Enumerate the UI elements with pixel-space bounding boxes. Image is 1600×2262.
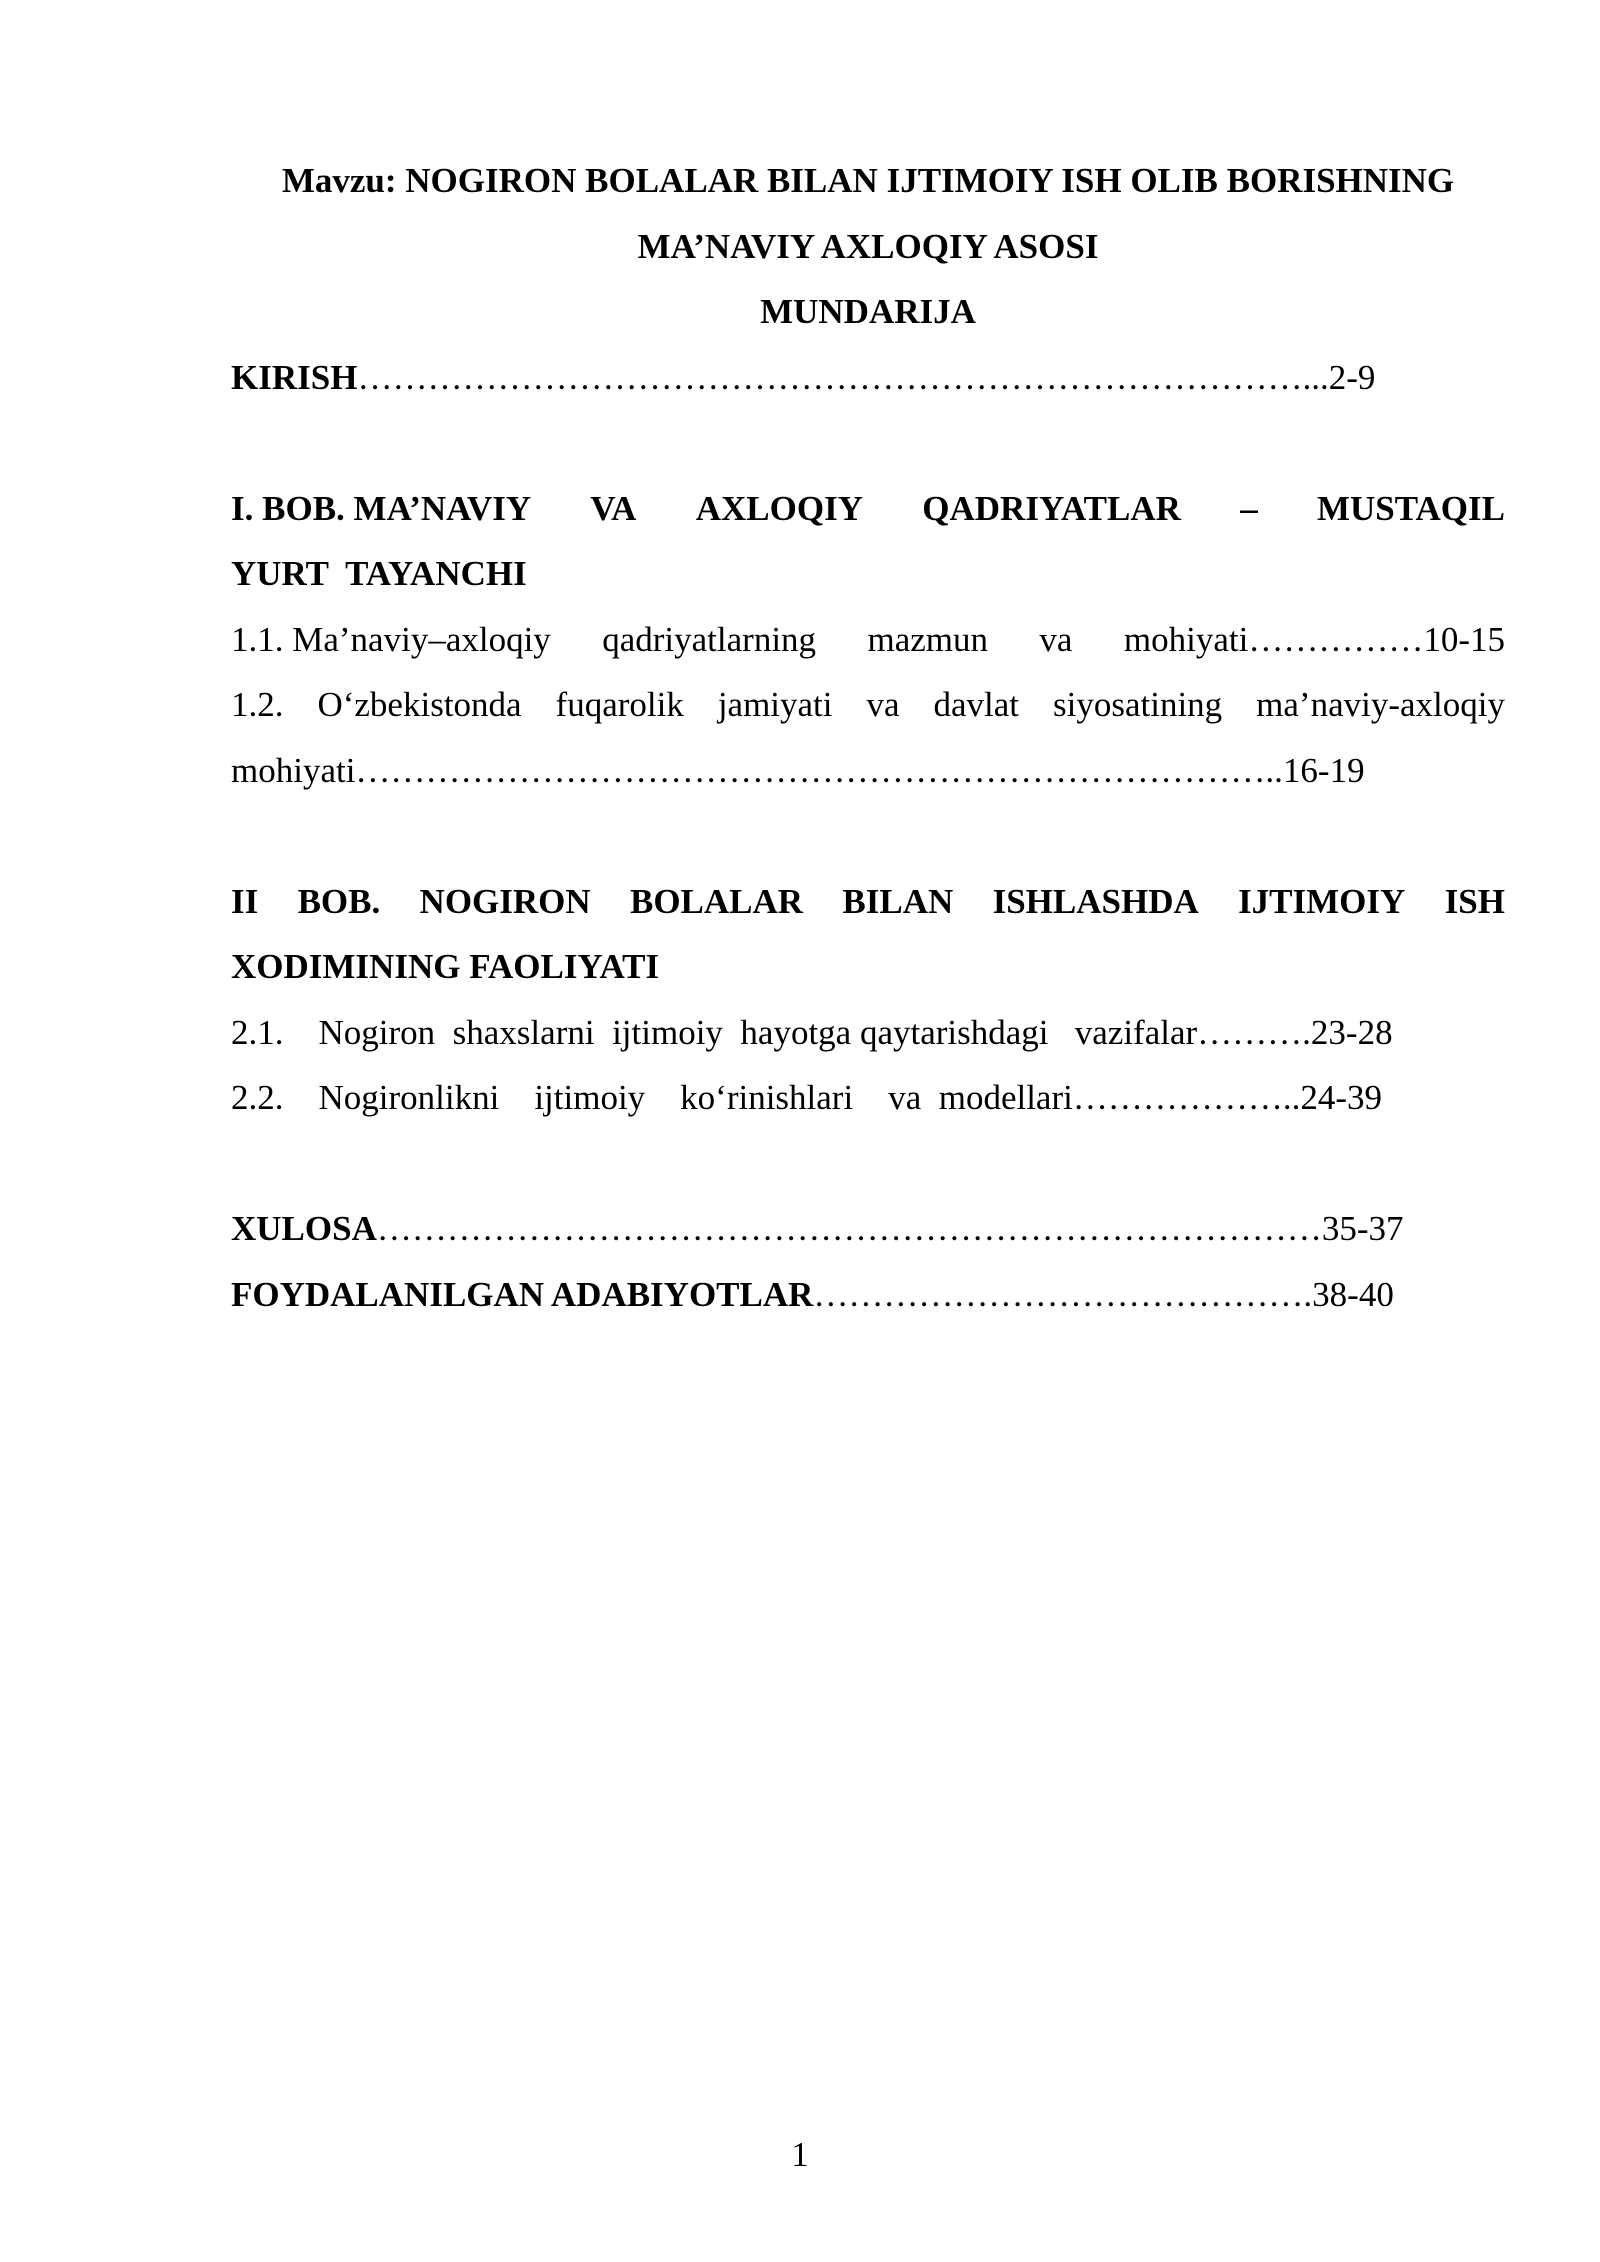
toc-s12-word: davlat [933, 685, 1020, 724]
toc-ch2-word: IJTIMOIY [1238, 881, 1406, 921]
toc-ch1-word: MUSTAQIL [1316, 488, 1505, 528]
toc-entry-conclusion [231, 1196, 1505, 1262]
toc-s12-word: 1.2. [231, 685, 284, 724]
toc-s12-word: va [866, 685, 900, 724]
toc-refs-label: FOYDALANILGAN ADABIYOTLAR [231, 1274, 814, 1314]
toc-section-1-2-line-1 [231, 672, 1505, 738]
spacer [231, 803, 1505, 869]
toc-ch2-word: ISH [1444, 881, 1505, 921]
page-content [231, 148, 1505, 1327]
toc-ch1-word: I. BOB. MA’NAVIY [231, 488, 532, 528]
toc-s11-word: 1.1. Ma’naviy–axloqiy [231, 619, 551, 659]
toc-ch2-word: BOLALAR [629, 881, 804, 921]
toc-ch2-word: BOB. [297, 881, 381, 921]
toc-s11-word: va [1039, 619, 1073, 659]
toc-chapter-1-line-2: YURT TAYANCHI [231, 554, 527, 593]
title-line-1: Mavzu: NOGIRON BOLALAR BILAN IJTIMOIY ISH OLIB BORISHNING [281, 161, 1455, 200]
toc-section-1-2-line-2: mohiyati……………………………………………………………………..16-19 [231, 750, 1365, 790]
toc-s11-word: mohiyati……………10-15 [1123, 619, 1505, 659]
toc-ch2-word: II [231, 881, 259, 921]
toc-ch2-word: BILAN [842, 881, 954, 921]
toc-ch1-word: VA [590, 488, 637, 528]
toc-section-2-1: 2.1. Nogiron shaxslarni ijtimoiy hayotga qaytarishdagi vazifalar……….23-28 [231, 1012, 1393, 1052]
toc-entry-intro [231, 345, 1505, 411]
toc-section-2-2: 2.2. Nogironlikni ijtimoiy ko‘rinishlari va modellari………………..24-39 [231, 1078, 1383, 1117]
toc-ch1-word: AXLOQIY [695, 488, 863, 528]
toc-intro-label: KIRISH [231, 357, 358, 397]
spacer [231, 1131, 1505, 1197]
toc-chapter-2-line-1 [231, 869, 1505, 935]
toc-section-1-1 [231, 607, 1505, 673]
spacer [231, 410, 1505, 476]
toc-s11-word: mazmun [867, 619, 988, 659]
toc-ch1-word: QADRIYATLAR [922, 488, 1181, 528]
toc-s12-word: O‘zbekistonda [317, 685, 522, 724]
toc-s12-word: fuqarolik [555, 685, 684, 724]
toc-conclusion-leader: ………………………………………………………………………35-37 [376, 1209, 1404, 1248]
toc-intro-leader: ………………………………………………………………………...2-9 [357, 357, 1376, 397]
toc-s11-word: qadriyatlarning [602, 619, 817, 659]
contents-heading: MUNDARIJA [760, 292, 976, 331]
toc-ch2-word: NOGIRON [419, 881, 591, 921]
title-line-2: MA’NAVIY AXLOQIY ASOSI [637, 226, 1099, 266]
toc-s12-word: siyosatining [1053, 685, 1223, 724]
toc-conclusion-label: XULOSA [231, 1209, 377, 1248]
toc-entry-references [231, 1262, 1505, 1328]
toc-s12-word: jamiyati [717, 685, 833, 724]
toc-ch2-word: ISHLASHDA [992, 881, 1199, 921]
toc-chapter-1-line-1 [231, 476, 1505, 542]
page-number: 1 [791, 2135, 809, 2174]
toc-ch1-word: – [1240, 488, 1258, 528]
toc-s12-word: ma’naviy-axloqiy [1256, 685, 1505, 724]
toc-chapter-2-line-2: XODIMINING FAOLIYATI [231, 947, 660, 986]
toc-refs-leader: …………………………………….38-40 [813, 1274, 1394, 1314]
